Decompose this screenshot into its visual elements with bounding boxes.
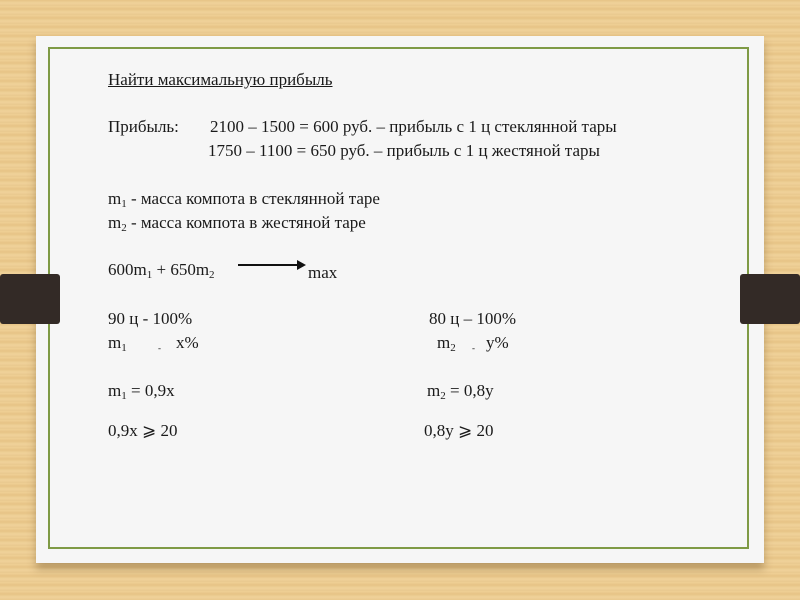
left-proportion-1: 90 ц - 100% <box>108 309 193 328</box>
left-proportion-2: $m_1$ <box>108 333 127 354</box>
binder-clip-left <box>0 274 60 324</box>
left-inequality: 0,9x ⩾ 20 <box>108 421 178 440</box>
profit-line-tin: 1750 – 1100 = 650 руб. – прибыль с 1 ц жестяной тары <box>208 141 600 160</box>
var-m2-definition: $m_2$ - масса компота в жестяной таре <box>108 213 366 234</box>
right-proportion-2: $m_2$ <box>437 333 456 354</box>
right-proportion-1: 80 ц – 100% <box>429 309 517 328</box>
left-equation: $m_1 = 0,9x$ <box>108 381 175 402</box>
profit-line-glass: 2100 – 1500 = 600 руб. – прибыль с 1 ц стеклянной тары <box>210 117 617 136</box>
objective-target: max <box>308 263 338 282</box>
right-equation: $m_2 = 0,8y$ <box>427 381 494 402</box>
right-inequality: 0,8y ⩾ 20 <box>424 421 494 440</box>
right-proportion-value: y% <box>486 333 509 352</box>
var-m1-definition: $m_1$ - масса компота в стеклянной таре <box>108 189 380 210</box>
binder-clip-right <box>740 274 800 324</box>
slide-title: Найти максимальную прибыль <box>108 70 333 89</box>
right-proportion-dash: - <box>472 343 475 353</box>
objective-function: $600m_1 + 650m_2$ <box>108 260 215 281</box>
arrow-icon <box>238 264 304 266</box>
profit-label: Прибыль: <box>108 117 179 136</box>
left-proportion-value: x% <box>176 333 199 352</box>
left-proportion-dash: - <box>158 343 161 353</box>
